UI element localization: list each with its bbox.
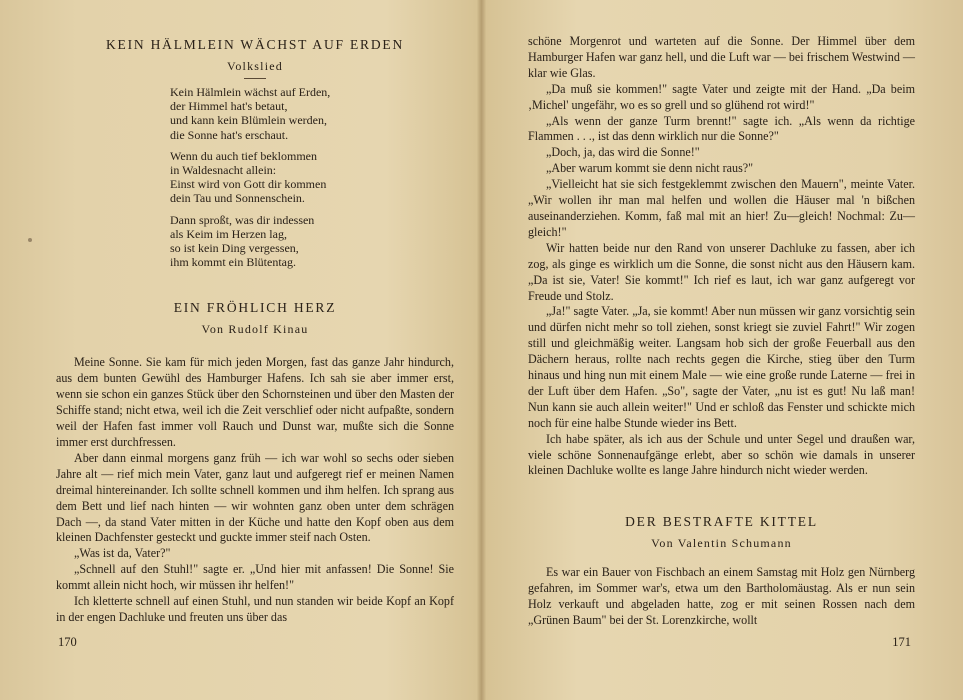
poem-line: Dann sproßt, was dir indessen xyxy=(170,212,315,227)
story-author: Von Rudolf Kinau xyxy=(201,322,309,337)
poem xyxy=(170,85,454,269)
paragraph: Meine Sonne. Sie kam für mich jeden Morgen, fast das ganze Jahr hindurch, aus dem bunten Gewühl des Hamburger Hafens. Ich sah sie aber immer erst, wenn sie schon ein ganzes Stück über den Schornsteinen und über den Masten der Schiffe stand; nicht etwa, weil ich die Zeit verschlief oder nicht aufpaßte, sondern weil der Hafen fast immer voll Rauch und Dunst war, mußte sich die Sonne immer erst durchfressen. xyxy=(56,355,454,449)
paragraph: „Da muß sie kommen!" sagte Vater und zeigte mit der Hand. „Da beim ‚Michel' ungefähr, wo es so grell und so glühend rot wird!" xyxy=(528,81,915,112)
divider xyxy=(244,78,266,79)
poem-line: so ist kein Ding vergessen, xyxy=(170,241,299,256)
paragraph: „Doch, ja, das wird die Sonne!" xyxy=(546,145,700,160)
paragraph: Es war ein Bauer von Fischbach an einem Samstag mit Holz gen Nürnberg gefahren, im Sommer war's, etwa um den Bartholomäustag. Als er nun sein Holz verkauft und abgeladen hatte, zog er mit seinen Rossen nach dem „Grünen Baum" bei der St. Lorenzkirche, wollt xyxy=(528,565,915,628)
poem-line: Einst wird von Gott dir kommen xyxy=(170,177,327,192)
poem-line: ihm kommt ein Blütentag. xyxy=(170,255,296,270)
paragraph: „Schnell auf den Stuhl!" sagte er. „Und hier mit anfassen! Die Sonne! Sie kommt allein nicht hoch, wir müssen ihr helfen!" xyxy=(56,562,454,593)
poem-line: und kann kein Blümlein werden, xyxy=(170,113,327,128)
page-number: 170 xyxy=(58,635,77,649)
paragraph: Wir hatten beide nur den Rand von unserer Dachluke zu fassen, aber ich zog, als ginge es wirklich um die Sonne, die sonst nicht aus den Häusern kam. „Da ist sie, Vater! Sie kommt!" Ich rief es laut, ich war ganz aufgeregt vor Freude und Stolz. xyxy=(528,240,915,303)
poem-line: in Waldesnacht allein: xyxy=(170,163,277,178)
paragraph: „Vielleicht hat sie sich festgeklemmt zwischen den Mauern", meinte Vater. „Wir wollen ihr man mal helfen und wollen die Häuser mal 'n bißchen auseinanderziehen. Komm, faß mal mit an hier! Zu—gleich! Nochmal: Zu—gleich!" xyxy=(528,177,915,239)
paragraph: Aber dann einmal morgens ganz früh — ich war wohl so sechs oder sieben Jahre alt — rief mich mein Vater, ganz laut und aufgeregt rief er meinen Namen dreimal hintereinander. Ich sollte schnell kommen und ihm helfen. Ich sprang aus dem Bett und lief nach hinten — wir wohnten ganz oben unter dem schrägen Dach —, da stand Vater mitten in der Küche und hatte den Kopf oben aus dem kleinen Dachfenster gesteckt und guckte immer steif nach Osten. xyxy=(56,450,454,545)
paragraph: Ich habe später, als ich aus der Schule und unter Segel und draußen war, viele schöne Sonnenaufgänge erlebt, aber so schön wie damals in unserer kleinen Dachluke wollte es lange Jahre hindurch nicht wieder werden. xyxy=(528,431,915,478)
story2-text xyxy=(528,565,915,629)
paragraph: „Aber warum kommt sie denn nicht raus?" xyxy=(546,161,754,176)
story2-author: Von Valentin Schumann xyxy=(651,536,792,551)
poem-subtitle: Volkslied xyxy=(227,59,283,73)
poem-line: Wenn du auch tief beklommen xyxy=(170,148,317,163)
story-title: EIN FRÖHLICH HERZ xyxy=(173,300,337,316)
paragraph: schöne Morgenrot und warteten auf die Sonne. Der Himmel über dem Hamburger Hafen war ganz hell, und die Luft war — bei frischem Westwind — klar wie Glas. xyxy=(528,34,915,80)
page-number: 171 xyxy=(892,635,911,649)
poem-stanza xyxy=(170,85,454,142)
poem-title: KEIN HÄLMLEIN WÄCHST AUF ERDEN xyxy=(106,37,404,52)
poem-line: Kein Hälmlein wächst auf Erden, xyxy=(170,85,331,99)
poem-line: die Sonne hat's erschaut. xyxy=(170,127,289,142)
story-continued-text xyxy=(528,34,915,479)
poem-line: dein Tau und Sonnenschein. xyxy=(170,191,305,206)
right-page xyxy=(484,0,963,700)
poem-line: der Himmel hat's betaut, xyxy=(170,99,288,114)
story2-title: DER BESTRAFTE KITTEL xyxy=(625,514,818,530)
poem-line: als Keim im Herzen lag, xyxy=(170,226,287,241)
poem-stanza xyxy=(170,149,454,206)
paragraph: Ich kletterte schnell auf einen Stuhl, und nun standen wir beide Kopf an Kopf in der engen Dachluke und freuten uns über das xyxy=(56,594,454,624)
paragraph: „Ja!" sagte Vater. „Ja, sie kommt! Aber nun müssen wir ganz vorsichtig sein und dürfen nicht mehr so toll ziehen, sonst kriegt sie zuviel Fahrt!" Wir zogen still und gleichmäßig weiter. Langsam hob sich der große Feuerball aus den Dächern heraus, rollte nach rechts gegen die Kirche, stieg über den Turm hinaus und hing nun mit einem Male — wie eine große runde Laterne — frei in der Luft über dem Hafen. „So", sagte der Vater, „nu ist es gut! Nu laß man! Nun kann sie auch allein weiter!" Und er schloß das Fenster und schickte mich noch für eine halbe Stunde wieder ins Bett. xyxy=(528,304,915,430)
poem-stanza xyxy=(170,213,454,270)
paper-spot xyxy=(28,238,32,242)
paragraph: „Als wenn der ganze Turm brennt!" sagte ich. „Als wenn da richtige Flammen . . ., ist das denn wirklich nur die Sonne?" xyxy=(528,113,915,144)
story-text xyxy=(56,355,454,625)
left-page xyxy=(0,0,478,700)
paragraph: „Was ist da, Vater?" xyxy=(74,546,171,561)
